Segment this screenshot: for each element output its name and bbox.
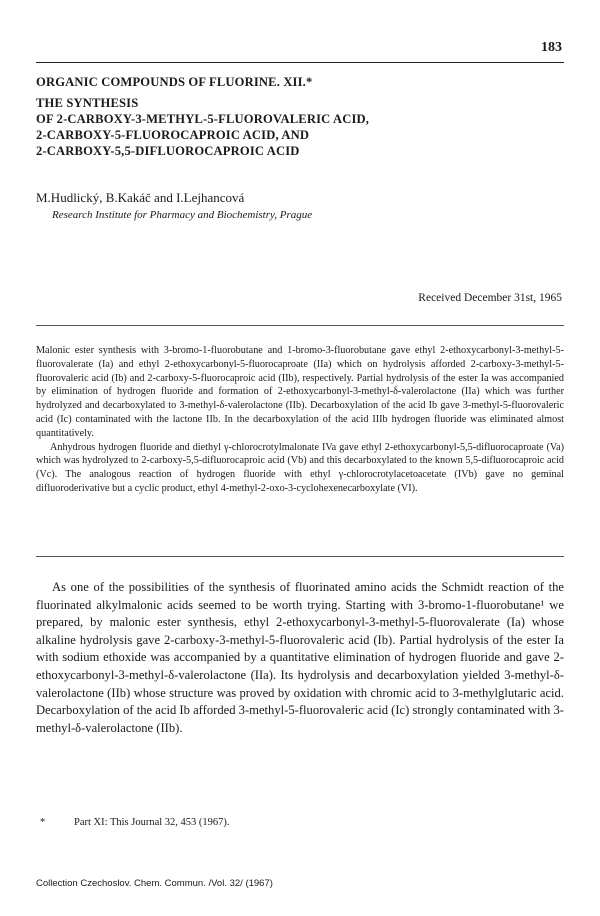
abstract <box>36 344 564 496</box>
footnote-text: Part XI: This Journal 32, 453 (1967). <box>74 817 230 828</box>
footnote <box>40 817 230 828</box>
header-rule <box>36 62 564 63</box>
title-line-series: ORGANIC COMPOUNDS OF FLUORINE. XII.* <box>36 75 313 89</box>
authors: M.Hudlický, B.Kakáč and I.Lejhancová <box>36 190 245 205</box>
body-text <box>36 579 564 737</box>
abstract-top-rule <box>36 325 564 326</box>
body-paragraph: As one of the possibilities of the synthesis of fluorinated amino acids the Schmidt reaction of the fluorinated alkylmalonic acids seemed to be worth trying. Starting with 3-bromo-1-fluorobutane¹ we prepared, by malonic ester synthesis, ethyl 2-ethoxycarbonyl-3-methyl-5-fluorovalerate (Ia) whose alkaline hydrolysis gave 2-carboxy-3-methyl-5-fluorovaleric acid (Ib). Partial hydrolysis of the ester Ia with sodium ethoxide was accompanied by a quantitative elimination of hydrogen fluoride and gave 2-ethoxycarbonyl-3-methyl-δ-valerolactone (IIa). Its hydrolysis and decarboxylation yielded 3-methyl-δ-valerolactone (IIb) whose structure was proved by oxidation with chromic acid to 3-methylglutaric acid. Decarboxylation of the acid Ib afforded 3-methyl-5-fluorovaleric acid (Ic) strongly contaminated with 3-methyl-δ-valerolactone (IIb). <box>36 580 564 735</box>
abstract-paragraph: Malonic ester synthesis with 3-bromo-1-fluorobutane and 1-bromo-3-fluorobutane gave ethyl 2-ethoxycarbonyl-3-methyl-5-fluorovalerate (Ia) and ethyl 2-ethoxycarbonyl-5-fluorocaproate (IIa) which on hydrolysis afforded 2-carboxy-3-methyl-5-fluorovaleric acid (Ib) and 2-carboxy-5-fluorocaproic acid (IIb), respectively. Partial hydrolysis of the ester Ia was accompanied by elimination of hydrogen fluoride and formation of 2-ethoxycarbonyl-3-methyl-δ-valerolactone (IIa) which was further hydrolyzed and decarboxylated to 3-methyl-δ-valerolactone (IIb). Decarboxylation of the acid Ib gave 3-methyl-5-fluorovaleric acid (Ic) contaminated with the lactone IIb. In the decarboxylation of the acid IIIb hydrogen fluoride was eliminated almost quantitatively. <box>36 345 564 439</box>
journal-footer: Collection Czechoslov. Chem. Commun. /Vol. 32/ (1967) <box>36 878 273 889</box>
title-line: THE SYNTHESIS <box>36 96 139 110</box>
title-line: 2-CARBOXY-5-FLUOROCAPROIC ACID, AND <box>36 128 310 142</box>
abstract-bottom-rule <box>36 556 564 557</box>
page-number: 183 <box>541 40 562 55</box>
title-line: 2-CARBOXY-5,5-DIFLUOROCAPROIC ACID <box>36 144 300 158</box>
footnote-mark: * <box>40 817 46 828</box>
received-date: Received December 31st, 1965 <box>418 292 562 304</box>
abstract-paragraph: Anhydrous hydrogen fluoride and diethyl γ-chlorocrotylmalonate IVa gave ethyl 2-ethoxycarbonyl-5,5-difluorocaproate (Va) which was hydrolyzed to 2-carboxy-5,5-difluorocaproic acid (Vb) and this decarboxylated to the known 5,5-difluorocaproic acid (Vc). The analogous reaction of hydrogen fluoride with ethyl γ-chlorocrotylacetoacetate (IVb) gave no geminal difluoroderivative but a cyclic product, ethyl 4-methyl-2-oxo-3-cyclohexenecarboxylate (VI). <box>36 441 564 494</box>
article-title <box>36 74 556 159</box>
title-line: OF 2-CARBOXY-3-METHYL-5-FLUOROVALERIC ACID, <box>36 112 370 126</box>
affiliation: Research Institute for Pharmacy and Biochemistry, Prague <box>52 209 313 221</box>
